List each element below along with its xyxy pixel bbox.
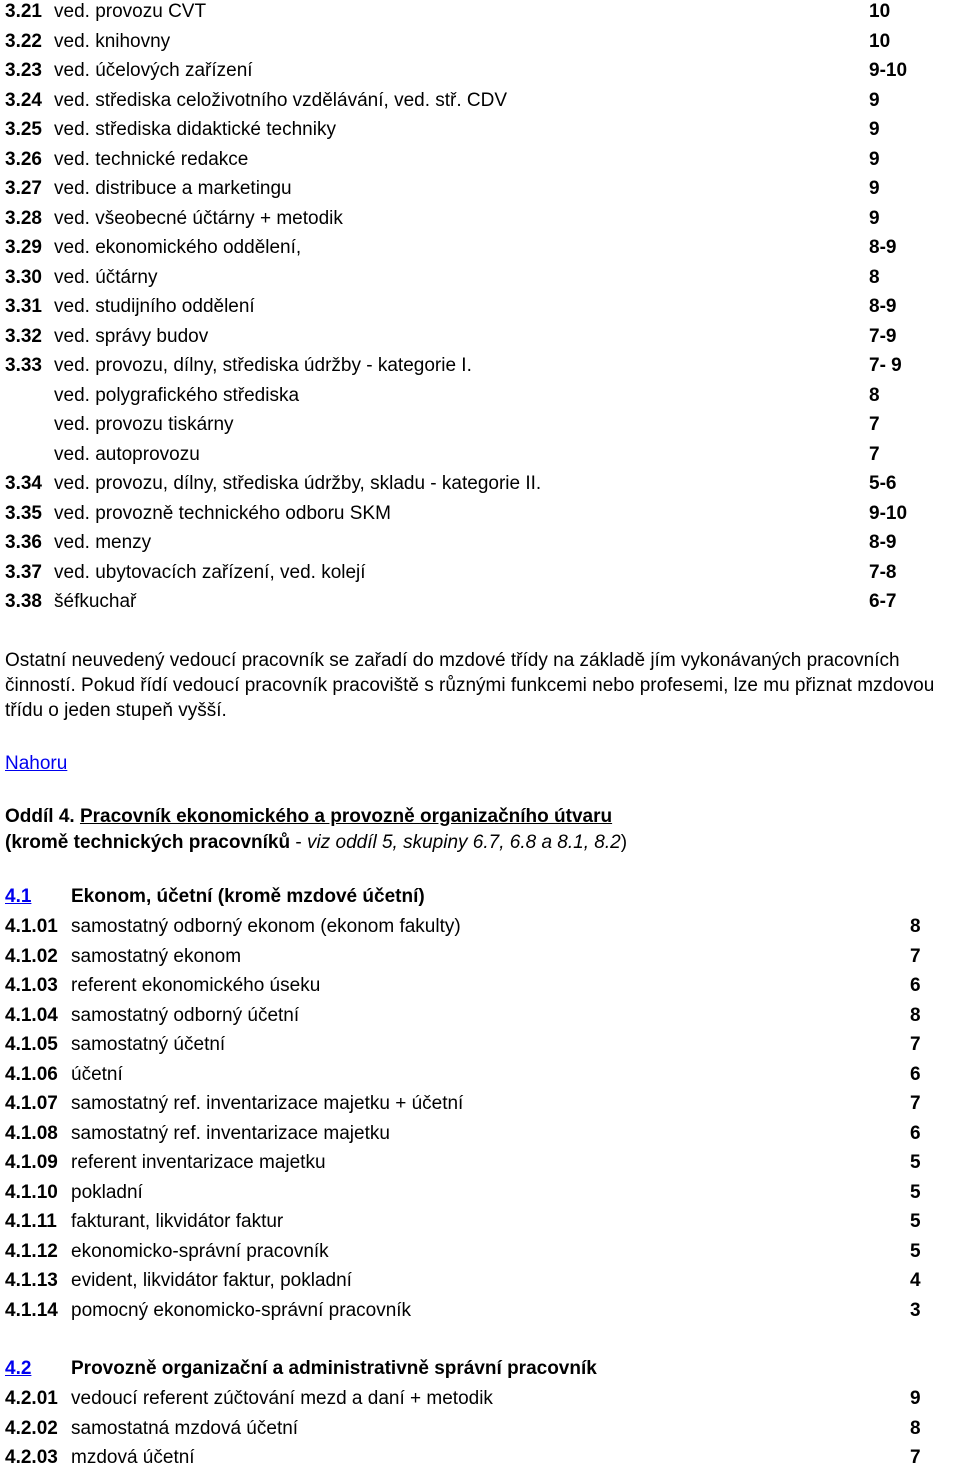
list-row <box>0 1120 960 1148</box>
item-number: 3.31 <box>5 296 42 317</box>
item-label: ekonomicko-správní pracovník <box>71 1240 329 1262</box>
item-class-value: 9 <box>869 178 880 199</box>
item-label: mzdová účetní <box>71 1447 195 1468</box>
nahoru-link[interactable]: Nahoru <box>5 753 68 774</box>
list-row <box>0 28 960 56</box>
list-row <box>0 234 960 262</box>
item-number: 4.1.02 <box>5 945 58 967</box>
item-number: 3.25 <box>5 119 42 140</box>
list-row <box>0 1090 960 1118</box>
item-number: 3.27 <box>5 178 42 199</box>
item-class-value: 8 <box>869 384 880 406</box>
item-number: 4.1.05 <box>5 1034 58 1055</box>
item-class-value: 9 <box>910 1388 921 1409</box>
item-class-value: 7 <box>910 1447 921 1468</box>
list-row <box>0 293 960 321</box>
list-row <box>0 1267 960 1295</box>
item-class-value: 7- 9 <box>869 355 902 376</box>
list-row <box>0 382 960 410</box>
item-number: 4.1.07 <box>5 1093 58 1114</box>
item-label: ved. provozu tiskárny <box>54 414 234 435</box>
item-label: účetní <box>71 1063 123 1085</box>
item-class-value: 7 <box>910 945 921 967</box>
item-label: ved. střediska celoživotního vzdělávání, ved. stř. CDV <box>54 89 508 111</box>
list-row <box>0 352 960 380</box>
item-number: 4.2.02 <box>5 1417 58 1439</box>
item-label: ved. knihovny <box>54 30 171 52</box>
list-row <box>0 559 960 587</box>
list-row <box>0 1385 960 1413</box>
list-row <box>0 470 960 498</box>
item-class-value: 7 <box>869 414 880 435</box>
item-class-value: 6 <box>910 975 921 996</box>
list-row <box>0 116 960 144</box>
oddil-label: Oddíl 4. <box>5 806 75 827</box>
list-row <box>0 529 960 557</box>
list-row <box>0 1179 960 1207</box>
list-row <box>0 588 960 616</box>
item-class-value: 5-6 <box>869 473 897 494</box>
item-number: 3.22 <box>5 30 42 52</box>
item-class-value: 8 <box>910 1417 921 1439</box>
list-row <box>0 1031 960 1059</box>
item-label: ved. studijního oddělení <box>54 296 255 317</box>
item-class-value: 9 <box>869 148 880 170</box>
item-class-value: 9-10 <box>869 60 908 81</box>
item-label: ved. distribuce a marketingu <box>54 178 292 199</box>
oddil-sub-open: (kromě technických pracovníků <box>5 832 291 853</box>
item-number: 4.1.04 <box>5 1004 58 1026</box>
item-class-value: 9 <box>869 207 880 229</box>
item-label: ved. provozu, dílny, střediska údržby, skladu - kategorie II. <box>54 473 542 494</box>
item-class-value: 8 <box>910 1004 921 1026</box>
section-4-1-title: Ekonom, účetní (kromě mzdové účetní) <box>71 886 425 907</box>
item-number: 4.1.03 <box>5 975 58 996</box>
item-label: samostatný ekonom <box>71 945 242 967</box>
list-row <box>0 323 960 351</box>
item-class-value: 9 <box>869 89 880 111</box>
item-class-value: 6 <box>910 1122 921 1144</box>
item-number: 3.34 <box>5 473 42 494</box>
item-number: 4.1.11 <box>5 1211 57 1232</box>
item-number: 3.21 <box>5 1 42 22</box>
section-4-1-number-link[interactable]: 4.1 <box>5 886 32 907</box>
list-row <box>0 264 960 292</box>
item-number: 4.1.13 <box>5 1270 58 1291</box>
item-number: 4.1.09 <box>5 1152 58 1173</box>
item-class-value: 5 <box>910 1181 921 1203</box>
item-label: samostatný ref. inventarizace majetku <box>71 1122 390 1144</box>
item-number: 3.36 <box>5 532 42 553</box>
list-row <box>0 87 960 115</box>
list-row <box>0 1297 960 1325</box>
item-label: ved. menzy <box>54 532 152 553</box>
item-class-value: 6-7 <box>869 591 897 612</box>
item-number: 3.26 <box>5 148 42 170</box>
item-class-value: 8 <box>910 916 921 937</box>
section-4-1-heading <box>0 883 960 911</box>
item-number: 3.28 <box>5 207 42 229</box>
item-class-value: 7 <box>869 443 880 465</box>
list-row <box>0 175 960 203</box>
item-number: 4.2.03 <box>5 1447 58 1468</box>
item-label: pomocný ekonomicko-správní pracovník <box>71 1299 412 1321</box>
oddil-title-link[interactable]: Pracovník ekonomického a provozně organizačního útvaru <box>79 806 613 827</box>
item-label: samostatný odborný ekonom (ekonom fakulty) <box>71 916 461 937</box>
item-number: 3.30 <box>5 266 42 288</box>
item-label: samostatný odborný účetní <box>71 1004 300 1026</box>
section-4-2-number-link[interactable]: 4.2 <box>5 1358 32 1379</box>
item-class-value: 7 <box>910 1034 921 1055</box>
item-class-value: 9 <box>869 119 880 140</box>
item-number: 3.33 <box>5 355 42 376</box>
item-number: 4.1.10 <box>5 1181 58 1203</box>
item-number: 3.38 <box>5 591 42 612</box>
list-row <box>0 1061 960 1089</box>
item-class-value: 8-9 <box>869 237 897 258</box>
item-label: ved. účelových zařízení <box>54 60 253 81</box>
item-label: ved. správy budov <box>54 325 209 347</box>
item-label: pokladní <box>71 1181 143 1203</box>
list-row <box>0 1208 960 1236</box>
item-label: referent inventarizace majetku <box>71 1152 326 1173</box>
list-row <box>0 411 960 439</box>
item-number: 3.24 <box>5 89 42 111</box>
item-number: 4.1.08 <box>5 1122 58 1144</box>
item-class-value: 10 <box>869 30 891 52</box>
item-label: referent ekonomického úseku <box>71 975 321 996</box>
item-number: 4.1.01 <box>5 916 58 937</box>
section-4-2-title: Provozně organizační a administrativně správní pracovník <box>71 1358 597 1379</box>
item-label: samostatný účetní <box>71 1034 226 1055</box>
item-label: ved. účtárny <box>54 266 158 288</box>
item-class-value: 8-9 <box>869 296 897 317</box>
item-class-value: 9-10 <box>869 502 908 524</box>
list-row <box>0 146 960 174</box>
item-label: ved. provozu, dílny, střediska údržby - kategorie I. <box>54 355 472 376</box>
item-label: ved. ubytovacích zařízení, ved. kolejí <box>54 561 366 583</box>
item-label: ved. provozu CVT <box>54 1 207 22</box>
item-label: ved. polygrafického střediska <box>54 384 300 406</box>
list-row <box>0 1002 960 1030</box>
item-class-value: 5 <box>910 1240 921 1262</box>
item-class-value: 4 <box>910 1270 921 1291</box>
item-number: 4.1.06 <box>5 1063 58 1085</box>
item-number: 3.32 <box>5 325 42 347</box>
item-class-value: 8-9 <box>869 532 897 553</box>
list-row <box>0 943 960 971</box>
item-number: 4.2.01 <box>5 1388 58 1409</box>
list-row <box>0 0 960 26</box>
item-label: šéfkuchař <box>54 591 137 612</box>
item-class-value: 10 <box>869 1 891 22</box>
item-label: samostatná mzdová účetní <box>71 1417 299 1439</box>
item-class-value: 6 <box>910 1063 921 1085</box>
item-class-value: 3 <box>910 1299 921 1321</box>
item-number: 4.1.12 <box>5 1240 58 1262</box>
item-class-value: 5 <box>910 1152 921 1173</box>
section-4-2-heading <box>0 1355 960 1383</box>
item-label: evident, likvidátor faktur, pokladní <box>71 1270 352 1291</box>
item-label: ved. všeobecné účtárny + metodik <box>54 207 343 229</box>
list-row <box>0 441 960 469</box>
list-row <box>0 57 960 85</box>
list-row <box>0 972 960 1000</box>
oddil-sub-close: ) <box>620 832 628 853</box>
oddil-heading <box>5 804 957 856</box>
item-label: samostatný ref. inventarizace majetku + účetní <box>71 1093 464 1114</box>
list-row <box>0 913 960 941</box>
oddil-sub-italic: viz oddíl 5, skupiny 6.7, 6.8 a 8.1, 8.2 <box>307 832 621 853</box>
item-class-value: 8 <box>869 266 880 288</box>
note-paragraph: Ostatní neuvedený vedoucí pracovník se zařadí do mzdové třídy na základě jím vykonávaných pracovních činností. Pokud řídí vedoucí pracovník pracoviště s různými funkcemi nebo profesemi, lze mu přiznat mzdovou třídu o jeden stupeň vyšší. <box>5 650 935 721</box>
item-class-value: 7-8 <box>869 561 897 583</box>
item-label: fakturant, likvidátor faktur <box>71 1211 284 1232</box>
item-number: 4.1.14 <box>5 1299 58 1321</box>
list-row <box>0 1149 960 1177</box>
item-number: 3.23 <box>5 60 42 81</box>
item-class-value: 7 <box>910 1093 921 1114</box>
oddil-sub-dash: - <box>290 832 307 853</box>
item-number: 3.29 <box>5 237 42 258</box>
item-label: vedoucí referent zúčtování mezd a daní + metodik <box>71 1388 493 1409</box>
item-label: ved. střediska didaktické techniky <box>54 119 336 140</box>
item-class-value: 7-9 <box>869 325 897 347</box>
item-number: 3.37 <box>5 561 42 583</box>
item-label: ved. provozně technického odboru SKM <box>54 502 391 524</box>
item-number: 3.35 <box>5 502 42 524</box>
item-label: ved. technické redakce <box>54 148 249 170</box>
item-label: ved. autoprovozu <box>54 443 200 465</box>
list-row <box>0 205 960 233</box>
list-row <box>0 1238 960 1266</box>
item-label: ved. ekonomického oddělení, <box>54 237 302 258</box>
item-class-value: 5 <box>910 1211 921 1232</box>
list-row <box>0 1415 960 1443</box>
list-row <box>0 500 960 528</box>
